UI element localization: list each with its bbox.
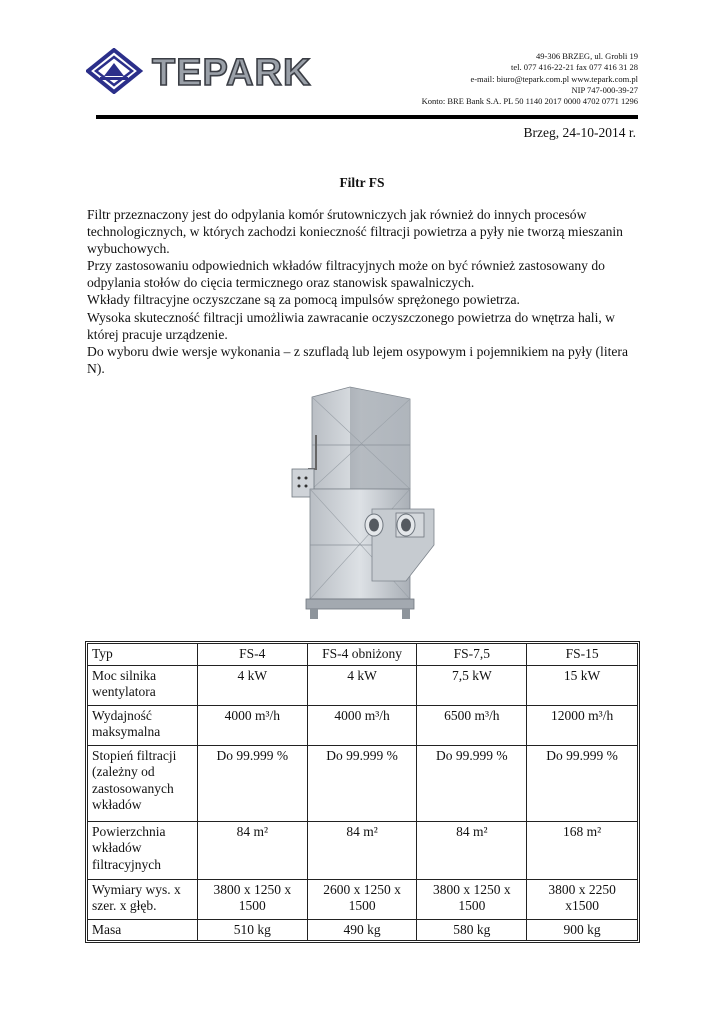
table-cell: 3800 x 1250 x 1500: [197, 879, 307, 919]
table-cell: 3800 x 2250 x1500: [527, 879, 638, 919]
row-label: Masa: [88, 919, 198, 941]
paragraph: Wkłady filtracyjne oczyszczane są za pomocą impulsów sprężonego powietrza.: [87, 292, 520, 308]
table-cell: 4000 m³/h: [307, 705, 417, 745]
row-label: Powierzchnia wkładów filtracyjnych: [88, 821, 198, 879]
paragraph: Do wyboru dwie wersje wykonania – z szufladą lub lejem osypowym i pojemnikiem na pyły (litera N).: [87, 343, 628, 376]
contact-email: e-mail: biuro@tepark.com.pl www.tepark.com.pl: [470, 73, 638, 84]
table-row: [88, 919, 638, 941]
table-cell: 84 m²: [307, 821, 417, 879]
table-row: [88, 821, 638, 879]
contact-bank: Konto: BRE Bank S.A. PL 50 1140 2017 0000 4702 0771 1296: [421, 96, 638, 107]
company-contact: [422, 51, 638, 107]
contact-address: 49-306 BRZEG, ul. Grobli 19: [536, 51, 638, 61]
paragraph: Wysoka skuteczność filtracji umożliwia zawracanie oczyszczonego powietrza do wnętrza hali, w której pracuje urządzenie.: [87, 309, 615, 342]
header-cell: FS-7,5: [417, 644, 527, 666]
paragraph: Przy zastosowaniu odpowiednich wkładów filtracyjnych może on być również zastosowany do odpylania stołów do cięcia termicznego oraz stanowisk spawalniczych.: [87, 258, 605, 291]
table-cell: 4 kW: [307, 665, 417, 705]
header-divider: [96, 115, 638, 119]
document-date: Brzeg, 24-10-2014 r.: [523, 125, 636, 140]
row-label: Stopień filtracji (zależny od zastosowanych wkładów: [88, 745, 198, 821]
row-label: Moc silnika wentylatora: [88, 665, 198, 705]
paragraph: Filtr przeznaczony jest do odpylania komór śrutowniczych jak również do innych procesów technologicznych, w których zachodzi konieczność filtracji powietrza a pyły nie tworzą mieszanin wybuchowych.: [87, 207, 623, 257]
document-title: Filtr FS: [339, 175, 385, 190]
table-row: [88, 745, 638, 821]
table-cell: 4000 m³/h: [197, 705, 307, 745]
header-cell: FS-4: [197, 644, 307, 666]
tepark-logo: [86, 48, 336, 94]
table-row: [88, 705, 638, 745]
contact-nip: NIP 747-000-39-27: [571, 84, 638, 95]
filter-unit-photo: [288, 385, 438, 623]
table-cell: 6500 m³/h: [417, 705, 527, 745]
table-header-row: [88, 644, 638, 666]
header-cell: FS-4 obniżony: [307, 644, 417, 666]
table-cell: 3800 x 1250 x 1500: [417, 879, 527, 919]
logo-wordmark: TEPARK: [152, 52, 312, 94]
table-cell: 4 kW: [197, 665, 307, 705]
table-cell: 900 kg: [527, 919, 638, 941]
table-row: [88, 665, 638, 705]
table-cell: 580 kg: [417, 919, 527, 941]
table-cell: 490 kg: [307, 919, 417, 941]
header-cell: FS-15: [527, 644, 638, 666]
table-cell: 2600 x 1250 x 1500: [307, 879, 417, 919]
table-cell: 84 m²: [417, 821, 527, 879]
header-cell: Typ: [88, 644, 198, 666]
table-cell: 84 m²: [197, 821, 307, 879]
table-cell: Do 99.999 %: [527, 745, 638, 821]
table-cell: Do 99.999 %: [417, 745, 527, 821]
table-cell: Do 99.999 %: [197, 745, 307, 821]
contact-phone: tel. 077 416-22-21 fax 077 416 31 28: [510, 62, 638, 73]
letterhead: [0, 0, 724, 125]
description: [87, 206, 647, 377]
table-cell: 12000 m³/h: [527, 705, 638, 745]
table-row: [88, 879, 638, 919]
table-cell: 7,5 kW: [417, 665, 527, 705]
table-cell: 510 kg: [197, 919, 307, 941]
table-cell: Do 99.999 %: [307, 745, 417, 821]
row-label: Wymiary wys. x szer. x głęb.: [88, 879, 198, 919]
table-cell: 15 kW: [527, 665, 638, 705]
spec-table: [87, 643, 638, 941]
table-cell: 168 m²: [527, 821, 638, 879]
row-label: Wydajność maksymalna: [88, 705, 198, 745]
